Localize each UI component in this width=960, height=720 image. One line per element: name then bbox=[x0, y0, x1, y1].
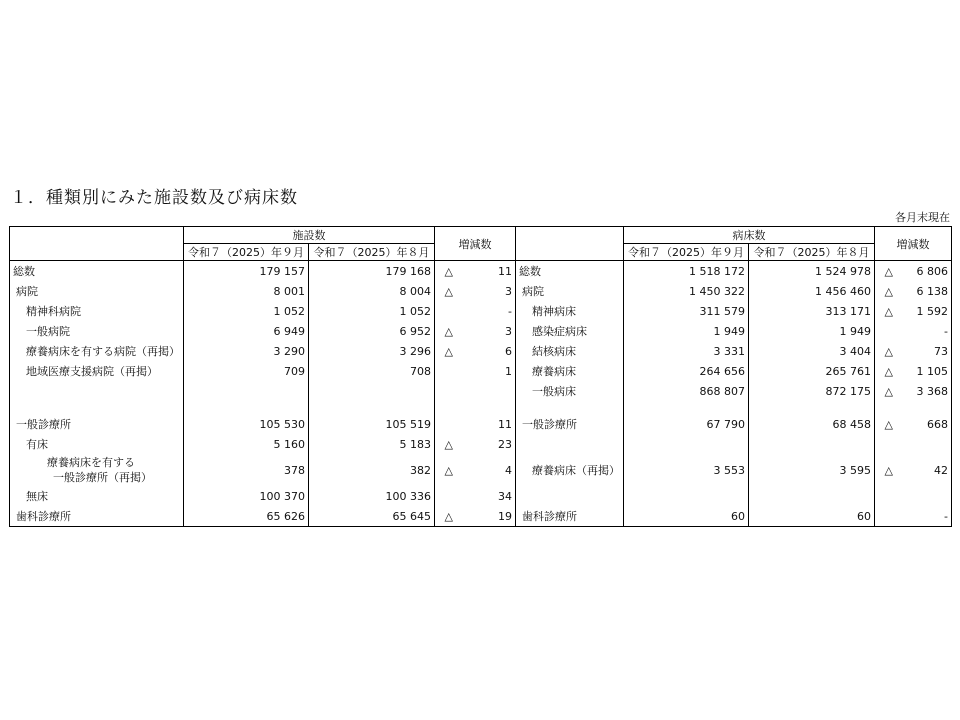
row-label-line-1: 療養病床を有する bbox=[47, 456, 135, 469]
cell-beds-change: 3 368 bbox=[903, 381, 952, 401]
cell-beds-sep: 1 949 bbox=[624, 321, 749, 341]
cell-facilities-sep: 1 052 bbox=[184, 301, 309, 321]
delta-mark: △ bbox=[444, 264, 453, 278]
table-row bbox=[10, 361, 952, 381]
header-beds: 病床数 bbox=[624, 227, 875, 244]
row-label-left: 歯科診療所 bbox=[10, 506, 184, 527]
cell-beds-aug: 1 949 bbox=[749, 321, 875, 341]
cell-beds-change: 668 bbox=[903, 414, 952, 434]
cell-beds-sep bbox=[624, 434, 749, 454]
row-label-right: 一般病床 bbox=[516, 381, 624, 401]
cell-facilities-change bbox=[463, 381, 516, 401]
delta-mark: △ bbox=[444, 324, 453, 338]
cell-facilities-aug: 179 168 bbox=[309, 261, 435, 282]
cell-beds-aug: 1 456 460 bbox=[749, 281, 875, 301]
cell-facilities-sep bbox=[184, 381, 309, 401]
delta-mark: △ bbox=[884, 304, 893, 318]
row-label-left: 病院 bbox=[10, 281, 184, 301]
delta-mark: △ bbox=[884, 417, 893, 431]
cell-beds-change: 73 bbox=[903, 341, 952, 361]
cell-beds-sep: 67 790 bbox=[624, 414, 749, 434]
cell-facilities-change: 11 bbox=[463, 261, 516, 282]
table-row bbox=[10, 301, 952, 321]
table-row bbox=[10, 341, 952, 361]
cell-facilities-change: 11 bbox=[463, 414, 516, 434]
cell-facilities-change: 3 bbox=[463, 321, 516, 341]
table-row bbox=[10, 486, 952, 506]
cell-facilities-sep: 100 370 bbox=[184, 486, 309, 506]
row-label-right: 精神病床 bbox=[516, 301, 624, 321]
row-label-left: 一般病院 bbox=[10, 321, 184, 341]
cell-beds-change: - bbox=[903, 321, 952, 341]
table-row bbox=[10, 454, 952, 486]
cell-beds-aug: 265 761 bbox=[749, 361, 875, 381]
cell-beds-change: 1 105 bbox=[903, 361, 952, 381]
delta-mark: △ bbox=[444, 463, 453, 477]
cell-beds-change: 6 138 bbox=[903, 281, 952, 301]
row-label-right bbox=[516, 486, 624, 506]
row-label-left: 総数 bbox=[10, 261, 184, 282]
delta-mark: △ bbox=[884, 284, 893, 298]
cell-facilities-sep: 709 bbox=[184, 361, 309, 381]
row-label-left: 一般診療所 bbox=[10, 414, 184, 434]
cell-facilities-aug: 65 645 bbox=[309, 506, 435, 527]
delta-mark: △ bbox=[884, 264, 893, 278]
cell-facilities-aug: 6 952 bbox=[309, 321, 435, 341]
table-row bbox=[10, 261, 952, 282]
row-label-right: 歯科診療所 bbox=[516, 506, 624, 527]
delta-mark bbox=[435, 301, 463, 321]
cell-facilities-sep: 5 160 bbox=[184, 434, 309, 454]
row-label-line-2: 一般診療所（再掲） bbox=[53, 471, 152, 484]
cell-beds-sep: 1 450 322 bbox=[624, 281, 749, 301]
cell-facilities-sep: 105 530 bbox=[184, 414, 309, 434]
header-beds-sep: 令和７（2025）年９月 bbox=[624, 244, 749, 261]
cell-beds-aug bbox=[749, 434, 875, 454]
delta-mark: △ bbox=[884, 364, 893, 378]
delta-mark: △ bbox=[444, 284, 453, 298]
table-row bbox=[10, 321, 952, 341]
cell-facilities-change: 34 bbox=[463, 486, 516, 506]
row-label-left bbox=[10, 381, 184, 401]
row-label-right: 一般診療所 bbox=[516, 414, 624, 434]
delta-mark bbox=[875, 506, 903, 527]
cell-beds-change: 42 bbox=[903, 454, 952, 486]
cell-beds-sep bbox=[624, 486, 749, 506]
cell-beds-aug: 872 175 bbox=[749, 381, 875, 401]
cell-beds-sep: 60 bbox=[624, 506, 749, 527]
table-header bbox=[10, 227, 952, 261]
cell-facilities-sep: 65 626 bbox=[184, 506, 309, 527]
table-row bbox=[10, 381, 952, 401]
cell-facilities-change: 19 bbox=[463, 506, 516, 527]
table-body bbox=[10, 261, 952, 527]
cell-beds-sep: 3 331 bbox=[624, 341, 749, 361]
header-facilities-change: 増減数 bbox=[435, 227, 516, 261]
cell-facilities-aug: 5 183 bbox=[309, 434, 435, 454]
cell-facilities-change: 1 bbox=[463, 361, 516, 381]
as-of-note: 各月末現在 bbox=[895, 211, 950, 224]
row-label-right: 療養病床（再掲） bbox=[516, 454, 624, 486]
cell-facilities-change: 3 bbox=[463, 281, 516, 301]
table-row bbox=[10, 506, 952, 527]
cell-beds-aug bbox=[749, 486, 875, 506]
cell-beds-sep: 264 656 bbox=[624, 361, 749, 381]
cell-facilities-sep: 3 290 bbox=[184, 341, 309, 361]
delta-mark bbox=[875, 434, 903, 454]
cell-beds-change: - bbox=[903, 506, 952, 527]
cell-facilities-change: 23 bbox=[463, 434, 516, 454]
row-label-right: 病院 bbox=[516, 281, 624, 301]
cell-beds-sep: 3 553 bbox=[624, 454, 749, 486]
cell-beds-aug: 313 171 bbox=[749, 301, 875, 321]
header-blank-right bbox=[516, 227, 624, 261]
cell-facilities-aug: 105 519 bbox=[309, 414, 435, 434]
header-blank-left bbox=[10, 227, 184, 261]
cell-facilities-sep: 179 157 bbox=[184, 261, 309, 282]
cell-facilities-change: - bbox=[463, 301, 516, 321]
cell-beds-change: 6 806 bbox=[903, 261, 952, 282]
delta-mark bbox=[875, 321, 903, 341]
delta-mark bbox=[435, 381, 463, 401]
facilities-beds-table bbox=[9, 226, 952, 527]
table-row bbox=[10, 281, 952, 301]
spacer-row bbox=[10, 401, 952, 414]
table-row bbox=[10, 414, 952, 434]
cell-facilities-aug: 100 336 bbox=[309, 486, 435, 506]
header-facilities-sep: 令和７（2025）年９月 bbox=[184, 244, 309, 261]
cell-facilities-aug: 382 bbox=[309, 454, 435, 486]
cell-facilities-aug: 1 052 bbox=[309, 301, 435, 321]
delta-mark: △ bbox=[884, 463, 893, 477]
page-title: １．種類別にみた施設数及び病床数 bbox=[10, 188, 298, 208]
row-label-left: 無床 bbox=[10, 486, 184, 506]
delta-mark: △ bbox=[884, 384, 893, 398]
delta-mark: △ bbox=[435, 506, 463, 527]
cell-facilities-aug: 3 296 bbox=[309, 341, 435, 361]
delta-mark: △ bbox=[444, 437, 453, 451]
row-label-right bbox=[516, 434, 624, 454]
cell-facilities-change: 4 bbox=[463, 454, 516, 486]
row-label-left: 地域医療支援病院（再掲） bbox=[10, 361, 184, 381]
cell-beds-aug: 1 524 978 bbox=[749, 261, 875, 282]
cell-beds-aug: 60 bbox=[749, 506, 875, 527]
header-beds-change: 増減数 bbox=[875, 227, 952, 261]
delta-mark bbox=[435, 486, 463, 506]
cell-beds-aug: 3 595 bbox=[749, 454, 875, 486]
cell-beds-change bbox=[903, 434, 952, 454]
cell-beds-aug: 3 404 bbox=[749, 341, 875, 361]
cell-beds-aug: 68 458 bbox=[749, 414, 875, 434]
row-label-right: 結核病床 bbox=[516, 341, 624, 361]
delta-mark bbox=[435, 361, 463, 381]
cell-beds-change: 1 592 bbox=[903, 301, 952, 321]
cell-facilities-change: 6 bbox=[463, 341, 516, 361]
cell-facilities-sep: 6 949 bbox=[184, 321, 309, 341]
delta-mark bbox=[875, 486, 903, 506]
table-row bbox=[10, 434, 952, 454]
cell-beds-sep: 311 579 bbox=[624, 301, 749, 321]
cell-facilities-aug: 8 004 bbox=[309, 281, 435, 301]
row-label-right: 総数 bbox=[516, 261, 624, 282]
cell-beds-sep: 1 518 172 bbox=[624, 261, 749, 282]
row-label-left: 有床 bbox=[10, 434, 184, 454]
cell-beds-sep: 868 807 bbox=[624, 381, 749, 401]
cell-beds-change bbox=[903, 486, 952, 506]
cell-facilities-aug bbox=[309, 381, 435, 401]
cell-facilities-sep: 378 bbox=[184, 454, 309, 486]
cell-facilities-aug: 708 bbox=[309, 361, 435, 381]
row-label-left: 精神科病院 bbox=[10, 301, 184, 321]
header-beds-aug: 令和７（2025）年８月 bbox=[749, 244, 875, 261]
row-label-left: 療養病床を有する病院（再掲） bbox=[10, 341, 184, 361]
row-label-right: 療養病床 bbox=[516, 361, 624, 381]
delta-mark: △ bbox=[444, 344, 453, 358]
delta-mark: △ bbox=[884, 344, 893, 358]
cell-facilities-sep: 8 001 bbox=[184, 281, 309, 301]
header-facilities: 施設数 bbox=[184, 227, 435, 244]
row-label-left bbox=[10, 454, 184, 486]
header-facilities-aug: 令和７（2025）年８月 bbox=[309, 244, 435, 261]
row-label-right: 感染症病床 bbox=[516, 321, 624, 341]
delta-mark bbox=[435, 414, 463, 434]
